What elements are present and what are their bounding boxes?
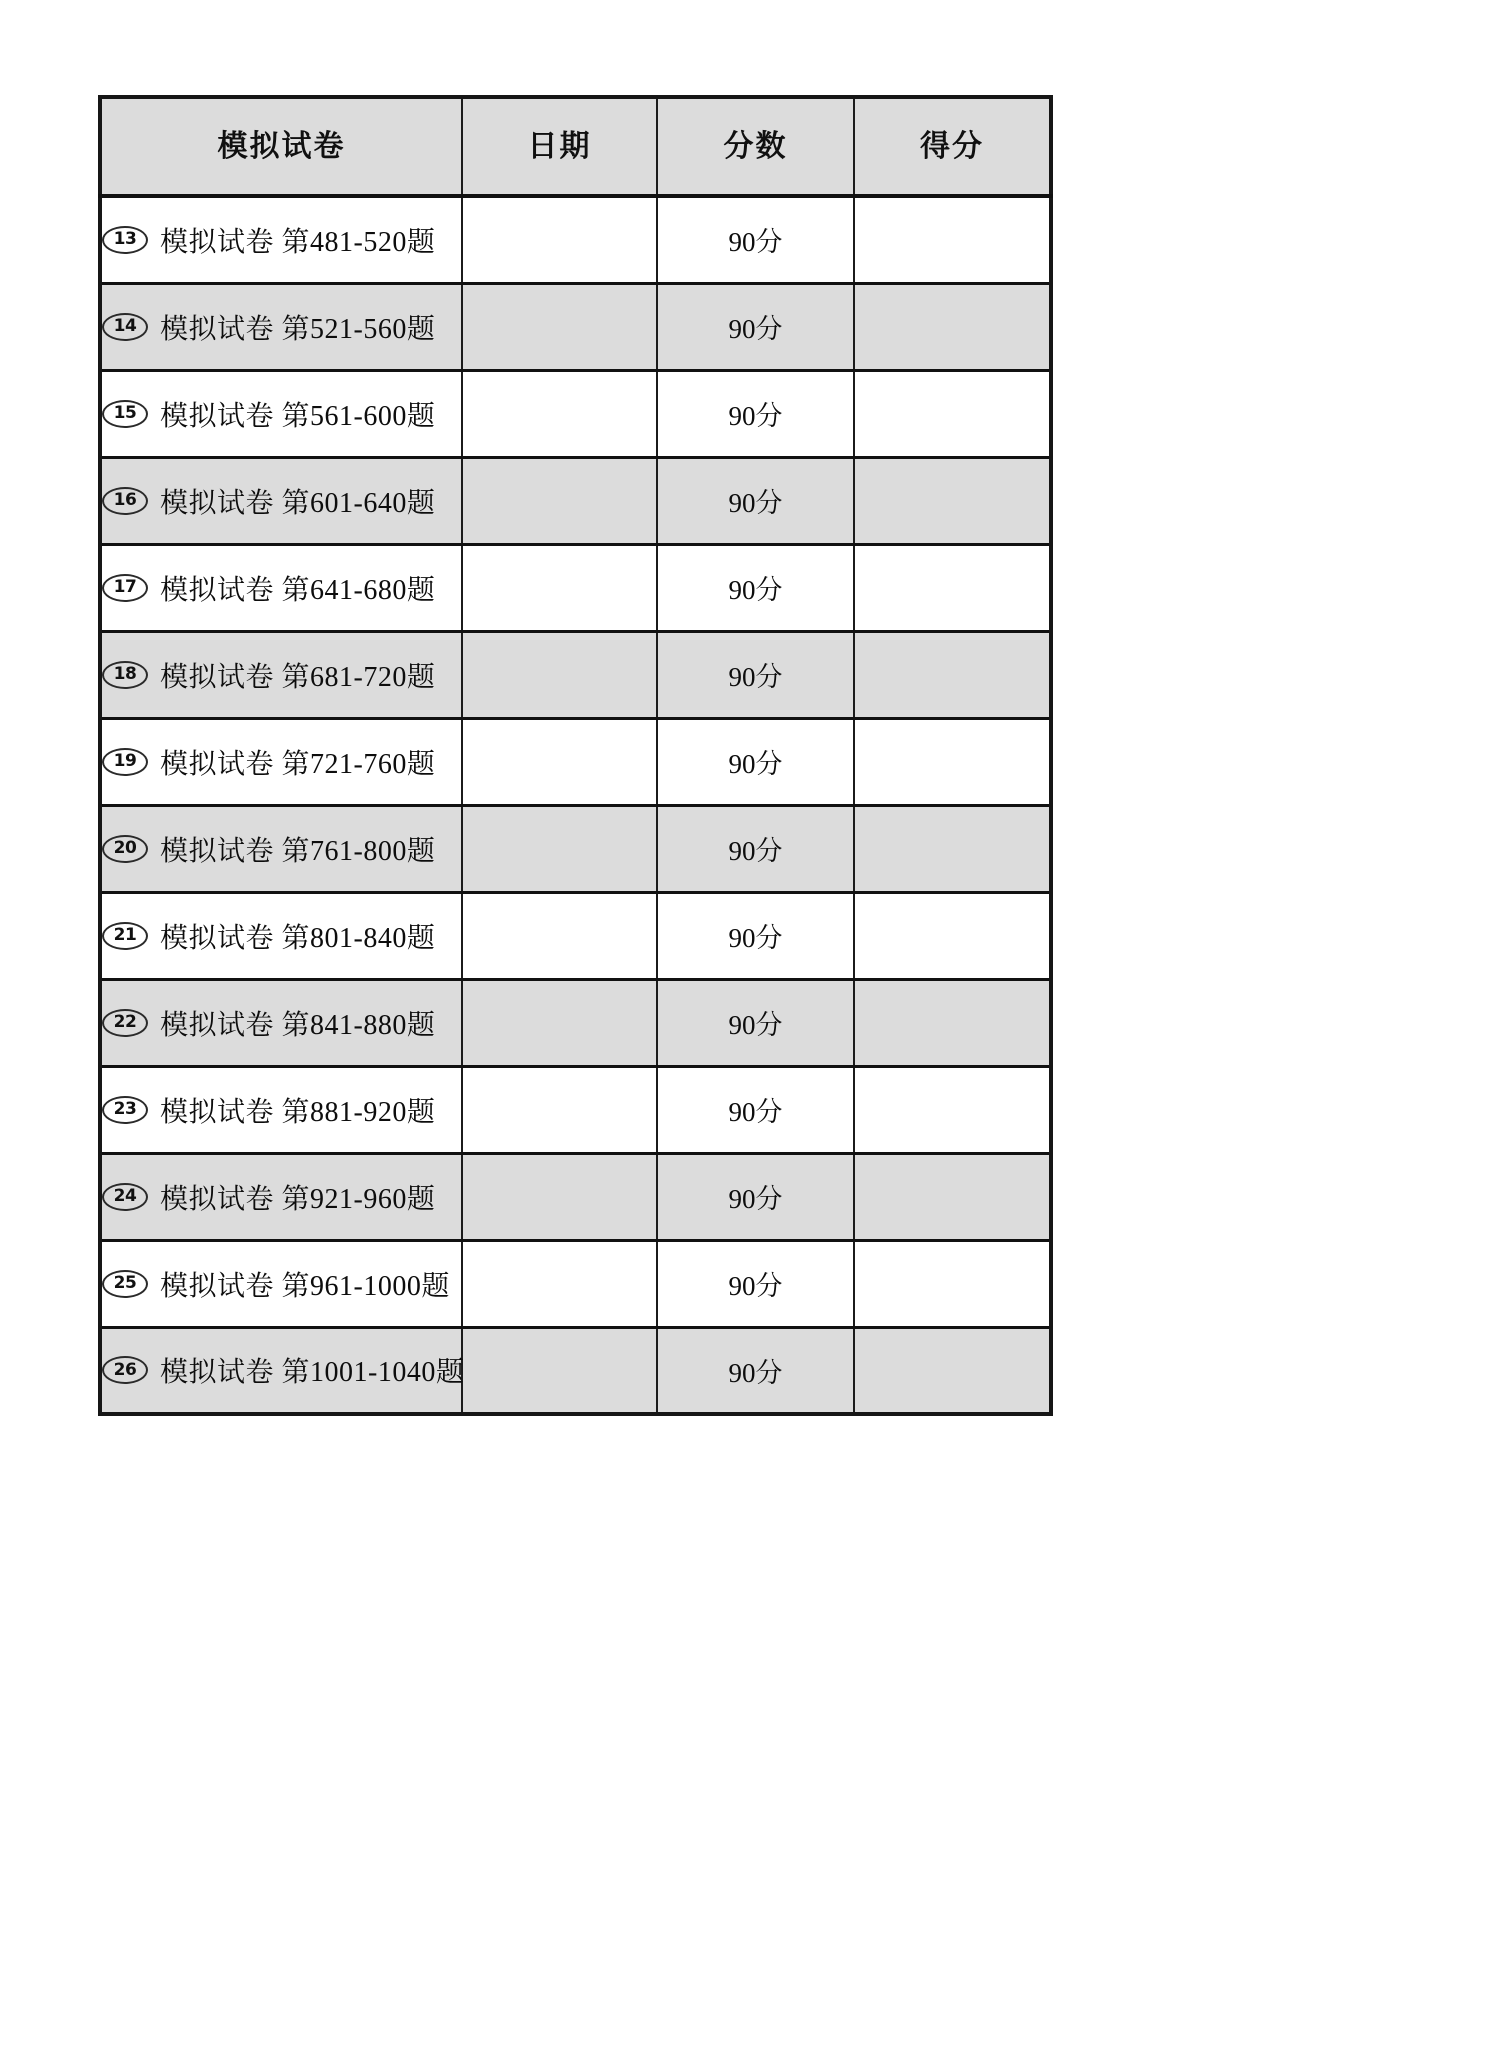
row-number-label: 22 [113, 1012, 137, 1032]
table-row [100, 370, 1051, 457]
cell-date[interactable] [462, 283, 657, 370]
cell-obtained-score[interactable] [854, 631, 1051, 718]
column-header-paper-label: 模拟试卷 [217, 129, 346, 163]
row-number-label: 24 [113, 1186, 137, 1206]
full-marks-label: 90分 [728, 314, 783, 344]
cell-full-marks [657, 718, 854, 805]
table-row [100, 892, 1051, 979]
row-number-ellipse-badge [102, 574, 148, 602]
paper-title-label: 模拟试卷 第921-960题 [160, 1183, 436, 1215]
paper-line [102, 1003, 461, 1043]
cell-obtained-score[interactable] [854, 283, 1051, 370]
cell-paper [100, 805, 462, 892]
cell-paper [100, 1327, 465, 1414]
cell-obtained-score[interactable] [854, 1066, 1051, 1153]
row-number-ellipse-badge [102, 922, 148, 950]
cell-paper [100, 1066, 462, 1153]
full-marks-label: 90分 [728, 401, 783, 431]
cell-paper [100, 457, 462, 544]
table-row [100, 544, 1051, 631]
table-row [100, 1153, 1051, 1240]
row-number-label: 16 [113, 490, 137, 510]
cell-obtained-score[interactable] [854, 457, 1051, 544]
cell-paper [100, 196, 462, 283]
row-number-ellipse-badge [102, 487, 148, 515]
paper-title-label: 模拟试卷 第641-680题 [160, 574, 436, 606]
paper-line [102, 1264, 461, 1304]
table-row [100, 718, 1051, 805]
full-marks-label: 90分 [728, 1357, 783, 1388]
cell-paper [100, 544, 462, 631]
row-number-ellipse-badge [102, 313, 148, 341]
cell-full-marks [657, 1327, 854, 1414]
paper-title-label: 模拟试卷 第1001-1040题 [160, 1357, 465, 1389]
cell-obtained-score[interactable] [854, 979, 1051, 1066]
full-marks-label: 90分 [728, 1271, 783, 1301]
cell-date[interactable] [462, 892, 657, 979]
paper-title-label: 模拟试卷 第521-560题 [160, 313, 436, 345]
exam-schedule-table-wrapper [98, 95, 1049, 1416]
column-header-obtained-score [854, 97, 1051, 196]
cell-date[interactable] [462, 457, 657, 544]
cell-paper [100, 1153, 462, 1240]
paper-line [102, 1177, 461, 1217]
row-number-ellipse-badge [102, 661, 148, 689]
row-number-label: 13 [113, 229, 137, 250]
row-number-ellipse-badge [102, 226, 148, 254]
row-number-label: 19 [113, 751, 137, 771]
row-number-ellipse-badge [102, 1009, 148, 1037]
cell-obtained-score[interactable] [854, 544, 1051, 631]
row-number-label: 15 [113, 403, 137, 423]
cell-date[interactable] [462, 544, 657, 631]
row-number-label: 18 [113, 664, 137, 684]
cell-date[interactable] [462, 1066, 657, 1153]
cell-obtained-score[interactable] [854, 370, 1051, 457]
row-number-ellipse-badge [102, 1096, 148, 1124]
cell-paper [100, 283, 462, 370]
table-row [100, 631, 1051, 718]
paper-title-label: 模拟试卷 第681-720题 [160, 661, 436, 693]
cell-full-marks [657, 196, 854, 283]
column-header-date-label: 日期 [527, 129, 592, 163]
column-header-full-marks-label: 分数 [723, 129, 788, 163]
row-number-ellipse-badge [102, 1183, 148, 1211]
cell-date[interactable] [462, 1240, 657, 1327]
row-number-label: 25 [113, 1273, 137, 1293]
cell-full-marks [657, 1240, 854, 1327]
column-header-obtained-score-label: 得分 [920, 129, 984, 163]
full-marks-label: 90分 [728, 836, 783, 866]
table-row [100, 1240, 1051, 1327]
paper-line [102, 655, 461, 695]
cell-date[interactable] [462, 370, 657, 457]
row-number-ellipse-badge [102, 1270, 148, 1298]
cell-date[interactable] [462, 631, 657, 718]
cell-paper [100, 718, 462, 805]
cell-obtained-score[interactable] [854, 718, 1051, 805]
row-number-label: 14 [113, 316, 137, 336]
cell-obtained-score[interactable] [854, 1327, 1051, 1414]
table-row [100, 1066, 1051, 1153]
cell-date[interactable] [462, 1153, 657, 1240]
cell-full-marks [657, 979, 854, 1066]
cell-full-marks [657, 1153, 854, 1240]
paper-line [102, 742, 461, 782]
paper-title-label: 模拟试卷 第841-880题 [160, 1009, 436, 1041]
row-number-ellipse-badge [102, 400, 148, 428]
paper-line [102, 220, 461, 260]
full-marks-label: 90分 [728, 575, 783, 605]
cell-date[interactable] [462, 805, 657, 892]
cell-paper [100, 631, 462, 718]
cell-date[interactable] [462, 196, 657, 283]
cell-full-marks [657, 283, 854, 370]
row-number-label: 26 [113, 1359, 137, 1380]
column-header-date [462, 97, 657, 196]
cell-date[interactable] [462, 1327, 657, 1414]
table-row [100, 979, 1051, 1066]
paper-line [102, 568, 461, 608]
column-header-full-marks [657, 97, 854, 196]
cell-date[interactable] [462, 979, 657, 1066]
paper-line [102, 829, 461, 869]
full-marks-label: 90分 [728, 662, 783, 692]
paper-title-label: 模拟试卷 第961-1000题 [160, 1270, 450, 1302]
paper-line [102, 1090, 461, 1130]
full-marks-label: 90分 [728, 923, 783, 953]
table-row [100, 283, 1051, 370]
table-row [100, 196, 1051, 283]
cell-full-marks [657, 457, 854, 544]
row-number-label: 21 [113, 925, 137, 945]
table-row [100, 805, 1051, 892]
paper-line [102, 394, 461, 434]
cell-full-marks [657, 544, 854, 631]
row-number-label: 17 [113, 577, 137, 597]
full-marks-label: 90分 [728, 1010, 783, 1040]
table-header-row [100, 97, 1051, 196]
row-number-label: 23 [113, 1099, 137, 1119]
paper-line [102, 916, 461, 956]
full-marks-label: 90分 [728, 488, 783, 518]
cell-paper [100, 370, 462, 457]
paper-title-label: 模拟试卷 第881-920题 [160, 1096, 436, 1128]
row-number-label: 20 [113, 838, 137, 858]
paper-title-label: 模拟试卷 第801-840题 [160, 922, 436, 954]
paper-line [102, 481, 461, 521]
cell-paper [100, 1240, 462, 1327]
paper-line [102, 1350, 465, 1390]
paper-title-label: 模拟试卷 第761-800题 [160, 835, 436, 867]
paper-title-label: 模拟试卷 第481-520题 [160, 226, 436, 258]
cell-obtained-score[interactable] [854, 1240, 1051, 1327]
cell-obtained-score[interactable] [854, 805, 1051, 892]
cell-full-marks [657, 1066, 854, 1153]
table-row [100, 1327, 1051, 1414]
cell-date[interactable] [462, 718, 657, 805]
paper-title-label: 模拟试卷 第601-640题 [160, 487, 436, 519]
cell-paper [100, 892, 462, 979]
full-marks-label: 90分 [728, 1097, 783, 1127]
column-header-paper [100, 97, 462, 196]
row-number-ellipse-badge [102, 835, 148, 863]
row-number-ellipse-badge [102, 1356, 148, 1384]
full-marks-label: 90分 [728, 227, 783, 258]
paper-title-label: 模拟试卷 第721-760题 [160, 748, 436, 780]
cell-obtained-score[interactable] [854, 1153, 1051, 1240]
full-marks-label: 90分 [728, 749, 783, 779]
table-header [100, 97, 1051, 196]
cell-full-marks [657, 805, 854, 892]
paper-line [102, 307, 461, 347]
row-number-ellipse-badge [102, 748, 148, 776]
paper-title-label: 模拟试卷 第561-600题 [160, 400, 436, 432]
exam-schedule-table [98, 95, 1053, 1416]
cell-paper [100, 979, 462, 1066]
cell-full-marks [657, 892, 854, 979]
table-row [100, 457, 1051, 544]
cell-full-marks [657, 631, 854, 718]
full-marks-label: 90分 [728, 1184, 783, 1214]
cell-obtained-score[interactable] [854, 892, 1051, 979]
table-body [100, 196, 1051, 1414]
cell-full-marks [657, 370, 854, 457]
cell-obtained-score[interactable] [854, 196, 1051, 283]
